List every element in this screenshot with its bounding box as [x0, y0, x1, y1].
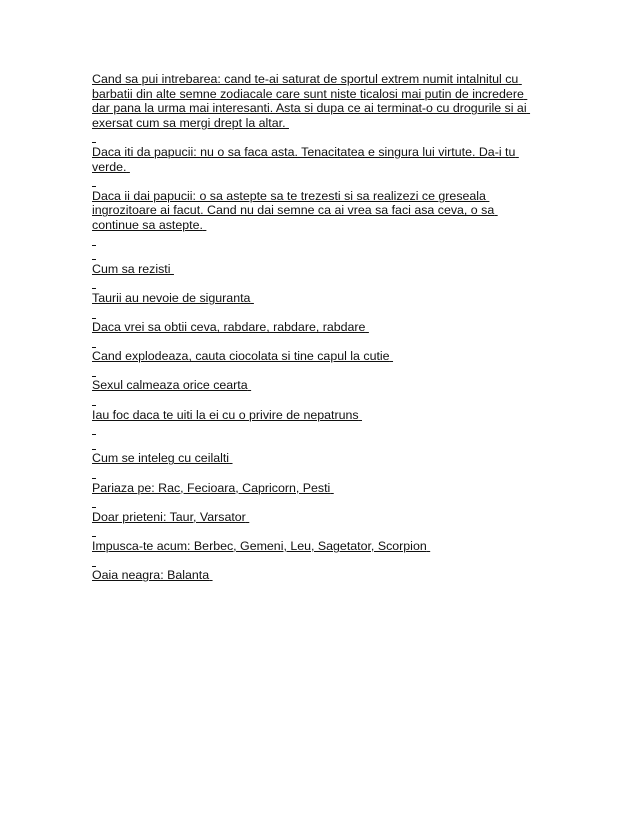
blank-line [92, 276, 552, 291]
list-item: Doar prieteni: Taur, Varsator [92, 509, 246, 524]
text-line: Daca iti da papucii: nu o sa faca asta. Tenacitatea e singura lui virtute. Da-i tu [92, 144, 516, 159]
text-line: exersat cum sa mergi drept la altar. [92, 115, 286, 130]
section-compatibility [92, 451, 552, 582]
blank-line [92, 466, 552, 481]
document-body [92, 72, 552, 583]
text-line: Daca ii dai papucii: o sa astepte sa te trezesti si sa realizezi ce greseala [92, 188, 486, 203]
list-item: Cand explodeaza, cauta ciocolata si tine capul la cutie [92, 349, 390, 364]
list-item: Sexul calmeaza orice cearta [92, 378, 248, 393]
text-line: ingrozitoare ai facut. Cand nu dai semne ca ai vrea sa faci asa ceva, o sa [92, 203, 495, 218]
list-item: Iau foc daca te uiti la ei cu o privire de nepatruns [92, 407, 359, 422]
paragraph-when-to-propose [92, 72, 552, 130]
section-how-to-resist [92, 262, 552, 423]
text-line: dar pana la urma mai interesanti. Asta si dupa ce ai terminat-o cu drogurile si ai [92, 101, 527, 116]
blank-line [92, 437, 552, 452]
section-heading: Cum se inteleg cu ceilalti [92, 451, 230, 466]
section-heading: Cum sa rezisti [92, 261, 171, 276]
list-item: Daca vrei sa obtii ceva, rabdare, rabdare, rabdare [92, 320, 366, 335]
paragraph-if-he-dumps-you [92, 145, 552, 174]
blank-line [92, 306, 552, 321]
text-line: Cand sa pui intrebarea: cand te-ai saturat de sportul extrem numit intalnitul cu [92, 72, 519, 86]
blank-line [92, 335, 552, 350]
blank-line [92, 393, 552, 408]
blank-line [92, 495, 552, 510]
list-item: Oaia neagra: Balanta [92, 568, 210, 583]
paragraph-if-you-dump-him [92, 189, 552, 233]
blank-line [92, 130, 552, 145]
list-item: Taurii au nevoie de siguranta [92, 290, 251, 305]
blank-line [92, 247, 552, 262]
blank-line [92, 524, 552, 539]
blank-line [92, 174, 552, 189]
text-line: continue sa astepte. [92, 217, 203, 232]
list-item: Pariaza pe: Rac, Fecioara, Capricorn, Pesti [92, 480, 331, 495]
list-item: Impusca-te acum: Berbec, Gemeni, Leu, Sagetator, Scorpion [92, 539, 427, 553]
text-line: barbatii din alte semne zodiacale care sunt niste ticalosi mai putin de incredere [92, 86, 524, 101]
blank-line [92, 364, 552, 379]
text-line: verde. [92, 159, 127, 174]
blank-line [92, 422, 552, 437]
blank-line [92, 554, 552, 569]
blank-line [92, 233, 552, 248]
